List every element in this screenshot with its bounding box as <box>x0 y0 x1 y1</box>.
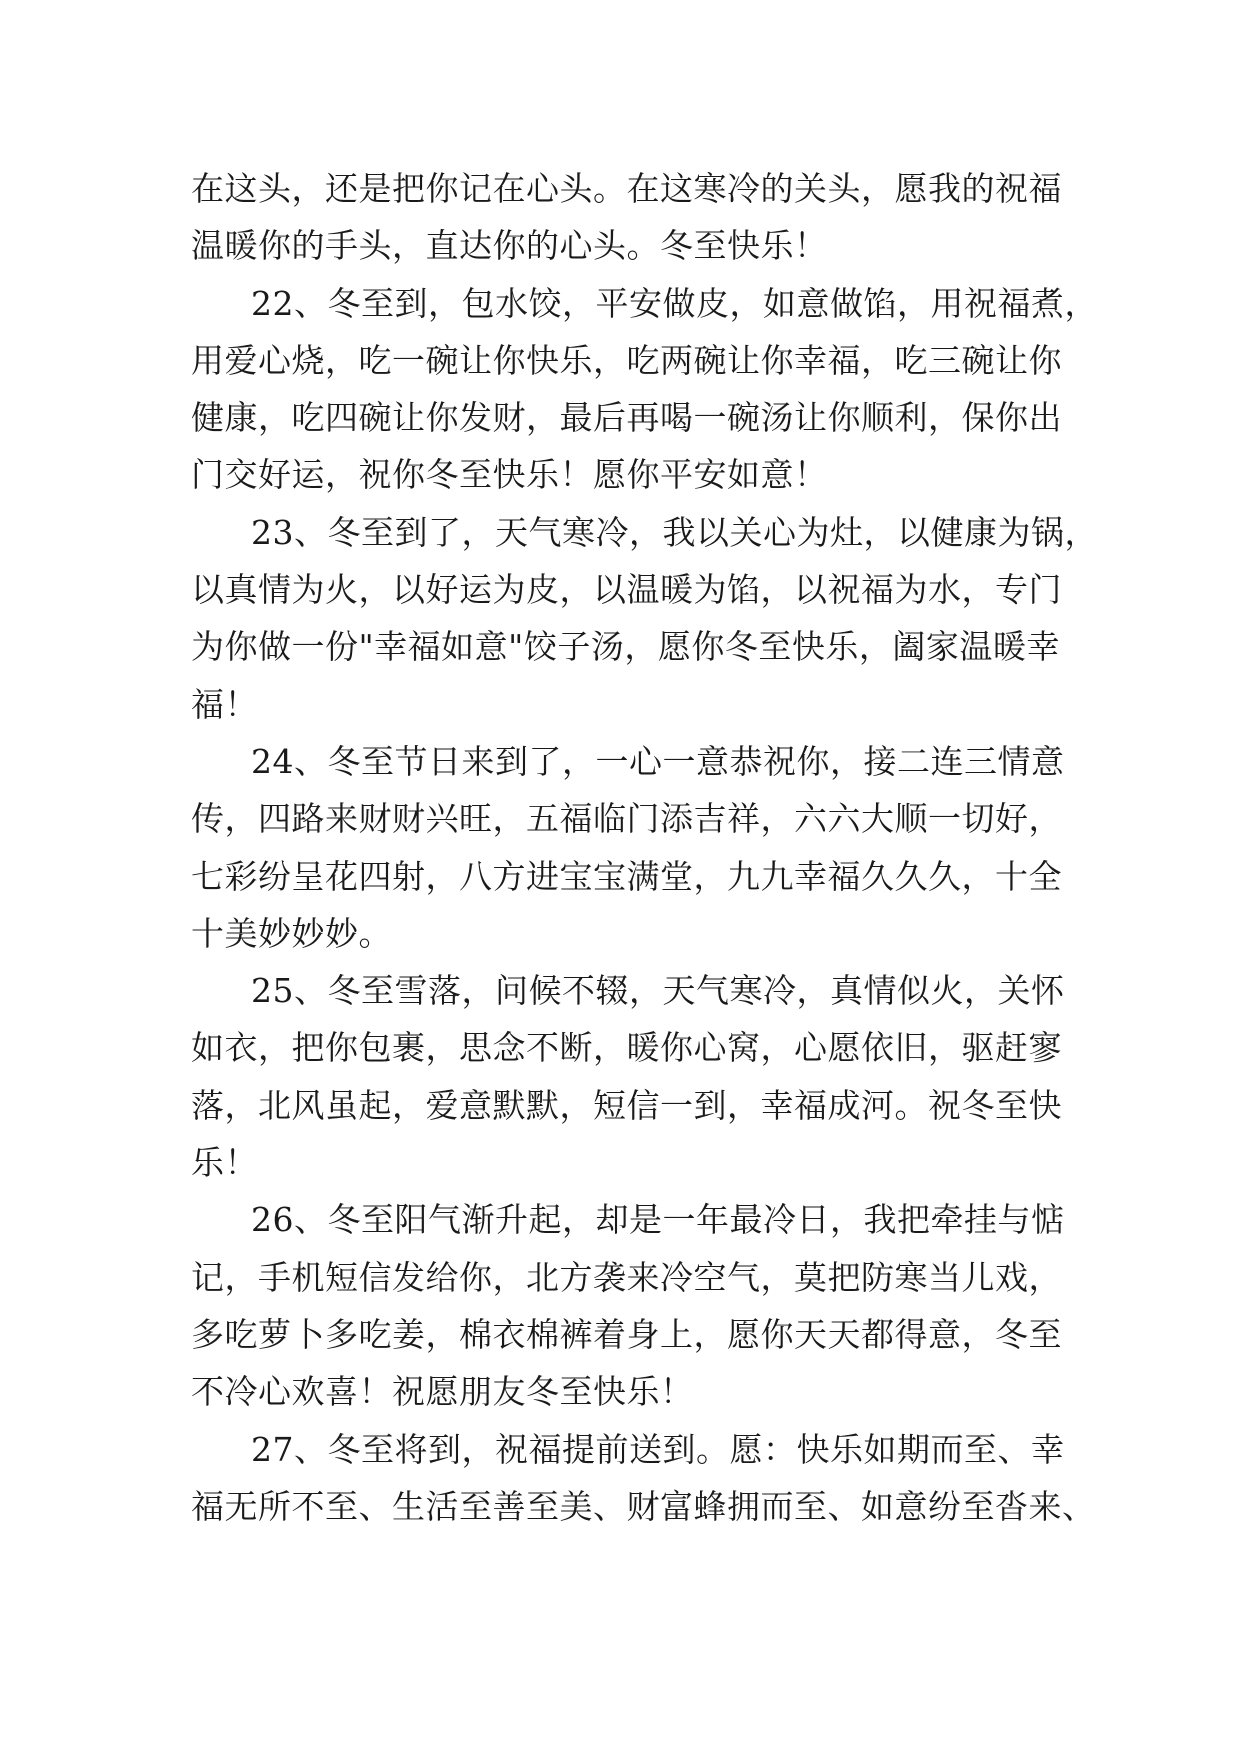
text-line: 健康，吃四碗让你发财，最后再喝一碗汤让你顺利，保你出 <box>191 398 1062 438</box>
text-line: 以真情为火，以好运为皮，以温暖为馅，以祝福为水，专门 <box>191 570 1062 610</box>
text-line: 落，北风虽起，爱意默默，短信一到，幸福成河。祝冬至快 <box>191 1085 1062 1125</box>
text-line: 门交好运，祝你冬至快乐！愿你平安如意！ <box>191 455 828 495</box>
text-line: 乐！ <box>191 1143 258 1183</box>
text-line: 多吃萝卜多吃姜，棉衣棉裤着身上，愿你天天都得意，冬至 <box>191 1314 1062 1354</box>
paragraph-start-line: 26、冬至阳气渐升起，却是一年最冷日，我把牵挂与惦 <box>251 1200 1065 1240</box>
text-line: 十美妙妙妙。 <box>191 913 392 953</box>
paragraph-start-line: 25、冬至雪落，问候不辍，天气寒冷，真情似火，关怀 <box>251 971 1065 1011</box>
body-text <box>191 160 1098 1535</box>
text-line: 在这头，还是把你记在心头。在这寒冷的关头，愿我的祝福 <box>191 169 1062 208</box>
text-line: 如衣，把你包裹，思念不断，暖你心窝，心愿依旧，驱赶寥 <box>191 1028 1062 1068</box>
paragraph-start-line: 27、冬至将到，祝福提前送到。愿：快乐如期而至、幸 <box>251 1429 1065 1469</box>
paragraph-start-line: 23、冬至到了，天气寒冷，我以关心为灶，以健康为锅， <box>251 512 1098 552</box>
text-line: 不冷心欢喜！祝愿朋友冬至快乐！ <box>191 1372 694 1412</box>
paragraph-start-line: 24、冬至节日来到了，一心一意恭祝你，接二连三情意 <box>251 741 1065 781</box>
text-line: 用爱心烧，吃一碗让你快乐，吃两碗让你幸福，吃三碗让你 <box>191 340 1062 380</box>
text-line: 记，手机短信发给你，北方袭来冷空气，莫把防寒当儿戏， <box>191 1257 1062 1297</box>
paragraph-start-line: 22、冬至到，包水饺，平安做皮，如意做馅，用祝福煮， <box>251 283 1098 323</box>
text-line: 传，四路来财财兴旺，五福临门添吉祥，六六大顺一切好， <box>191 799 1062 839</box>
text-line: 七彩纷呈花四射，八方进宝宝满堂，九九幸福久久久，十全 <box>191 856 1062 896</box>
text-line: 福！ <box>191 684 258 724</box>
text-line: 为你做一份"幸福如意"饺子汤，愿你冬至快乐，阖家温暖幸 <box>191 627 1060 667</box>
text-line: 温暖你的手头，直达你的心头。冬至快乐！ <box>191 226 828 266</box>
text-line: 福无所不至、生活至善至美、财富蜂拥而至、如意纷至沓来、 <box>191 1486 1096 1526</box>
